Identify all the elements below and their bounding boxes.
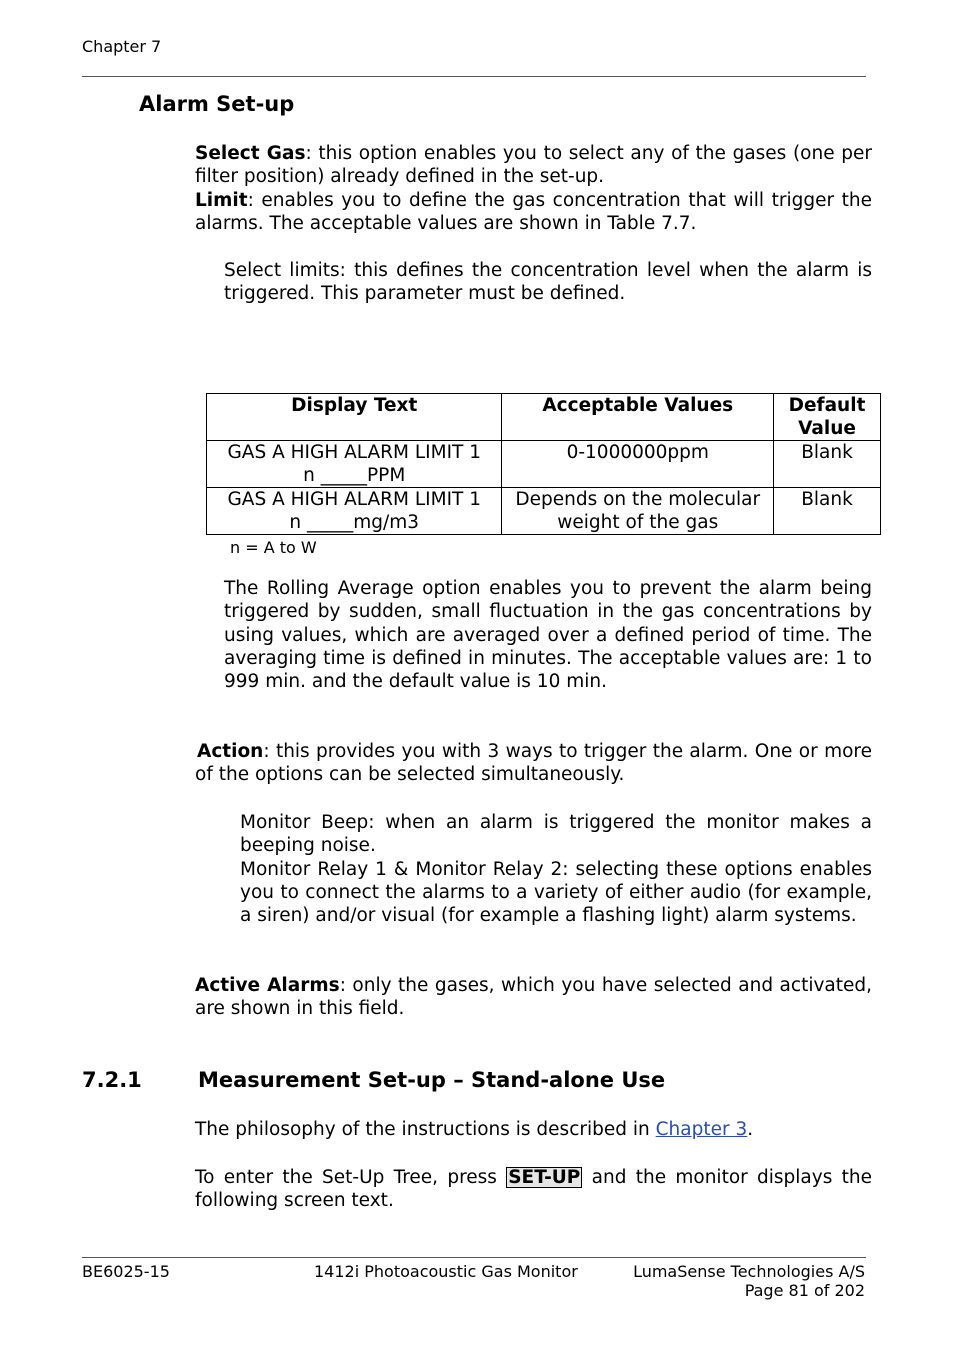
rolling-average-paragraph: The Rolling Average option enables you to prevent the alarm being triggered by sudden, small fluctuation in the gas concentrations by using values, which are averaged over a defined period of time. The averaging time is defined in minutes. The acceptable values are: 1 to 999 min. and the default value is 10 min. <box>224 578 872 693</box>
footer-rule <box>82 1257 866 1258</box>
chapter-3-link[interactable]: Chapter 3 <box>655 1119 748 1140</box>
footer-doc-id: BE6025-15 <box>82 1262 170 1281</box>
table-header-cell: Acceptable Values <box>502 394 774 441</box>
philosophy-text: The philosophy of the instructions is described in <box>195 1119 656 1140</box>
action-block <box>195 740 872 787</box>
table-cell-display-text <box>207 488 502 535</box>
rolling-average-block <box>224 577 872 693</box>
alarm-limits-table <box>206 393 881 535</box>
select-gas-text: : this option enables you to select any of the gases (one per filter position) already defined in the set-up. <box>195 143 872 188</box>
table-cell-display-text <box>207 441 502 488</box>
setup-key: SET-UP <box>508 1167 581 1188</box>
cell-line: Depends on the molecular <box>515 489 761 510</box>
monitor-relay-paragraph: Monitor Relay 1 & Monitor Relay 2: selecting these options enables you to connect the alarms to a variety of either audio (for example, a siren) and/or visual (for example a flashing light) alarm systems. <box>240 858 872 927</box>
select-gas-term: Select Gas <box>195 143 306 164</box>
subsection-number: 7.2.1 <box>82 1068 142 1092</box>
limit-paragraph <box>195 189 872 236</box>
philosophy-period: . <box>747 1119 754 1140</box>
cell-line: GAS A HIGH ALARM LIMIT 1 <box>227 442 481 463</box>
table-row <box>207 488 881 535</box>
subsection-title: Measurement Set-up – Stand-alone Use <box>198 1068 666 1092</box>
enter-setup-block <box>195 1166 872 1213</box>
active-alarms-text: : only the gases, which you have selected and activated, are shown in this field. <box>195 975 873 1020</box>
philosophy-paragraph <box>195 1118 872 1141</box>
table-header-cell: Display Text <box>207 394 502 441</box>
table-note: n = A to W <box>230 538 317 557</box>
footer-product: 1412i Photoacoustic Gas Monitor <box>314 1262 578 1281</box>
running-header: Chapter 7 <box>82 37 162 56</box>
table-cell-default-value: Blank <box>774 488 881 535</box>
section-title: Alarm Set-up <box>139 92 295 116</box>
enter-setup-paragraph <box>195 1166 872 1213</box>
table-cell-default-value: Blank <box>774 441 881 488</box>
action-paragraph <box>195 740 872 787</box>
cell-line: n _____mg/m3 <box>289 512 420 533</box>
cell-line: n _____PPM <box>303 465 406 486</box>
table-cell-acceptable-values <box>502 488 774 535</box>
action-text: : this provides you with 3 ways to trigger the alarm. One or more of the options can be selected simultaneously. <box>195 741 872 786</box>
active-alarms-block <box>195 974 872 1021</box>
select-gas-paragraph <box>195 142 872 189</box>
table-header-row <box>207 394 881 441</box>
table-row <box>207 441 881 488</box>
table-header-cell: Default Value <box>774 394 881 441</box>
active-alarms-paragraph <box>195 974 872 1021</box>
footer-page-number: Page 81 of 202 <box>744 1281 865 1300</box>
cell-line: 0-1000000ppm <box>566 442 709 463</box>
cell-line: GAS A HIGH ALARM LIMIT 1 <box>227 489 481 510</box>
select-limits-paragraph: Select limits: this defines the concentration level when the alarm is triggered. This parameter must be defined. <box>224 260 872 305</box>
enter-setup-text-end: and the monitor displays the following screen text. <box>195 1167 872 1212</box>
select-limits-block <box>224 259 872 306</box>
enter-setup-text: To enter the Set-Up Tree, press <box>195 1167 507 1188</box>
limit-term: Limit <box>195 189 248 211</box>
active-alarms-term: Active Alarms <box>195 975 340 996</box>
footer-company: LumaSense Technologies A/S <box>633 1262 865 1281</box>
header-rule <box>82 76 866 77</box>
philosophy-block <box>195 1118 872 1141</box>
action-term: Action <box>197 741 264 762</box>
select-gas-limit-block <box>195 142 872 235</box>
action-options-block <box>240 811 872 927</box>
limit-text: : enables you to define the gas concentration that will trigger the alarms. The acceptable values are shown in Table 7.7. <box>195 189 872 234</box>
monitor-beep-paragraph: Monitor Beep: when an alarm is triggered the monitor makes a beeping noise. <box>240 812 872 857</box>
table-cell-acceptable-values <box>502 441 774 488</box>
cell-line: weight of the gas <box>557 512 719 533</box>
